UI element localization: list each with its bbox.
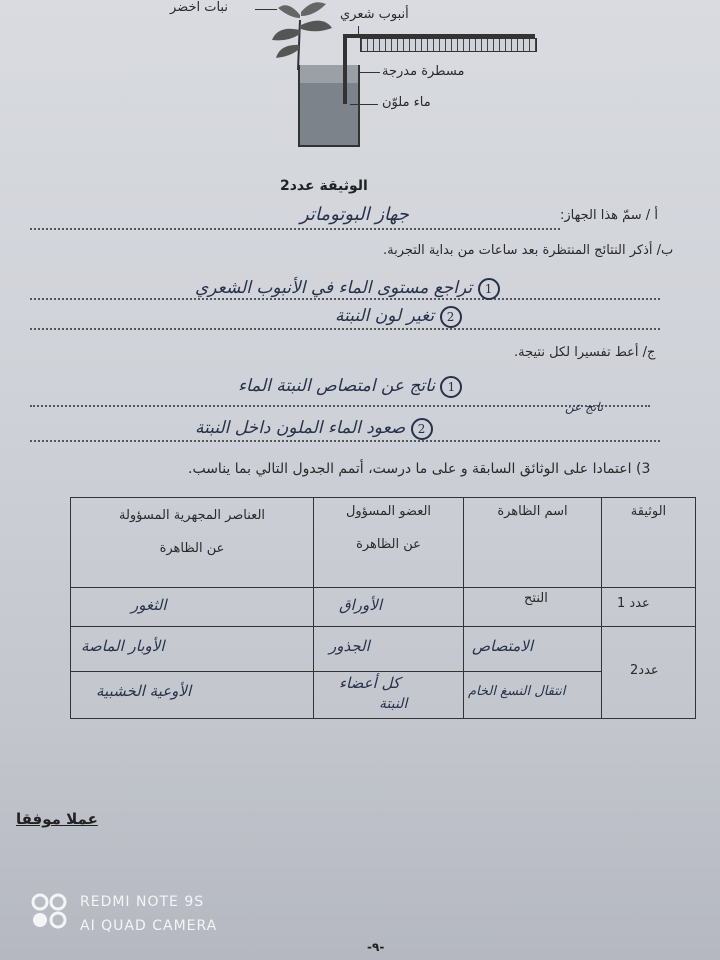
header-elements: العناصر المجهرية المسؤولة عن الظاهرة [70, 497, 314, 588]
answer-text: تراجع مستوى الماء في الأنبوب الشعري [195, 278, 473, 298]
answer-text: ناتج عن امتصاص النبتة الماء [238, 376, 436, 396]
label-water: ماء ملوّن [382, 95, 431, 110]
question-a-prompt: أ / سمّ هذا الجهاز: [560, 208, 658, 223]
document-title: الوثيقة عدد2 [280, 178, 368, 194]
header-doc: الوثيقة [601, 497, 696, 588]
answer-text: صعود الماء الملون داخل النبتة [195, 418, 406, 438]
question-a-answer: جهاز البوتوماتر [300, 204, 409, 225]
watermark-line-2: AI QUAD CAMERA [80, 918, 218, 934]
phenomena-table [70, 497, 696, 719]
row1-doc: عدد 1 [601, 587, 696, 627]
page-number: -٩- [367, 940, 385, 954]
row2-organ: الجذور [313, 626, 464, 672]
row3-organ: كل أعضاء النبتة [313, 671, 464, 719]
closing-note: عملا موفقا [16, 810, 98, 828]
question-c-insert: ناتج عن [565, 400, 604, 414]
row2-name: الامتصاص [463, 626, 602, 672]
item-number: 2 [411, 418, 433, 440]
row1-organ: الأوراق [313, 587, 464, 627]
question-b-answer-1 [195, 278, 500, 300]
graduated-ruler [360, 38, 537, 52]
answer-line [30, 405, 650, 407]
row3-elements: الأوعية الخشبية [70, 671, 314, 719]
question-c-answer-2 [195, 418, 433, 440]
water-pointer [350, 104, 378, 105]
answer-line [30, 328, 660, 330]
plant-pointer [255, 9, 277, 10]
plant-illustration [268, 0, 338, 70]
question-b-answer-2 [335, 306, 462, 328]
question-c-prompt: ج/ أعط تفسيرا لكل نتيجة. [514, 345, 656, 360]
colored-water [300, 83, 358, 145]
label-ruler: مسطرة مدرجة [382, 64, 465, 79]
water-jar [298, 65, 360, 147]
watermark-line-1: REDMI NOTE 9S [80, 894, 205, 910]
tube-pointer [358, 26, 367, 36]
ruler-pointer [360, 72, 380, 73]
answer-line [30, 440, 660, 442]
item-number: 1 [478, 278, 500, 300]
label-tube: أنبوب شعري [340, 7, 409, 22]
capillary-tube-vertical [343, 34, 347, 104]
question-c-answer-1 [238, 376, 462, 398]
item-number: 2 [440, 306, 462, 328]
row1-name: النتح [463, 587, 602, 627]
answer-line [30, 228, 560, 230]
header-organ: العضو المسؤول عن الظاهرة [313, 497, 464, 588]
question-3-prompt: 3) اعتمادا على الوثائق السابقة و على ما درست، أتمم الجدول التالي بما يناسب. [188, 461, 651, 477]
row2-elements: الأوبار الماصة [70, 626, 314, 672]
item-number: 1 [440, 376, 462, 398]
row23-doc: عدد2 [601, 626, 696, 719]
row3-name: انتقال النسغ الخام [463, 671, 602, 719]
camera-logo-icon [30, 892, 70, 932]
question-b-prompt: ب/ أذكر النتائج المنتظرة بعد ساعات من بداية التجربة. [383, 243, 674, 258]
answer-text: تغير لون النبتة [335, 306, 435, 326]
camera-watermark [80, 890, 217, 938]
header-name: اسم الظاهرة [463, 497, 602, 588]
label-plant: نبات اخضر [170, 0, 228, 15]
row1-elements: الثغور [70, 587, 314, 627]
